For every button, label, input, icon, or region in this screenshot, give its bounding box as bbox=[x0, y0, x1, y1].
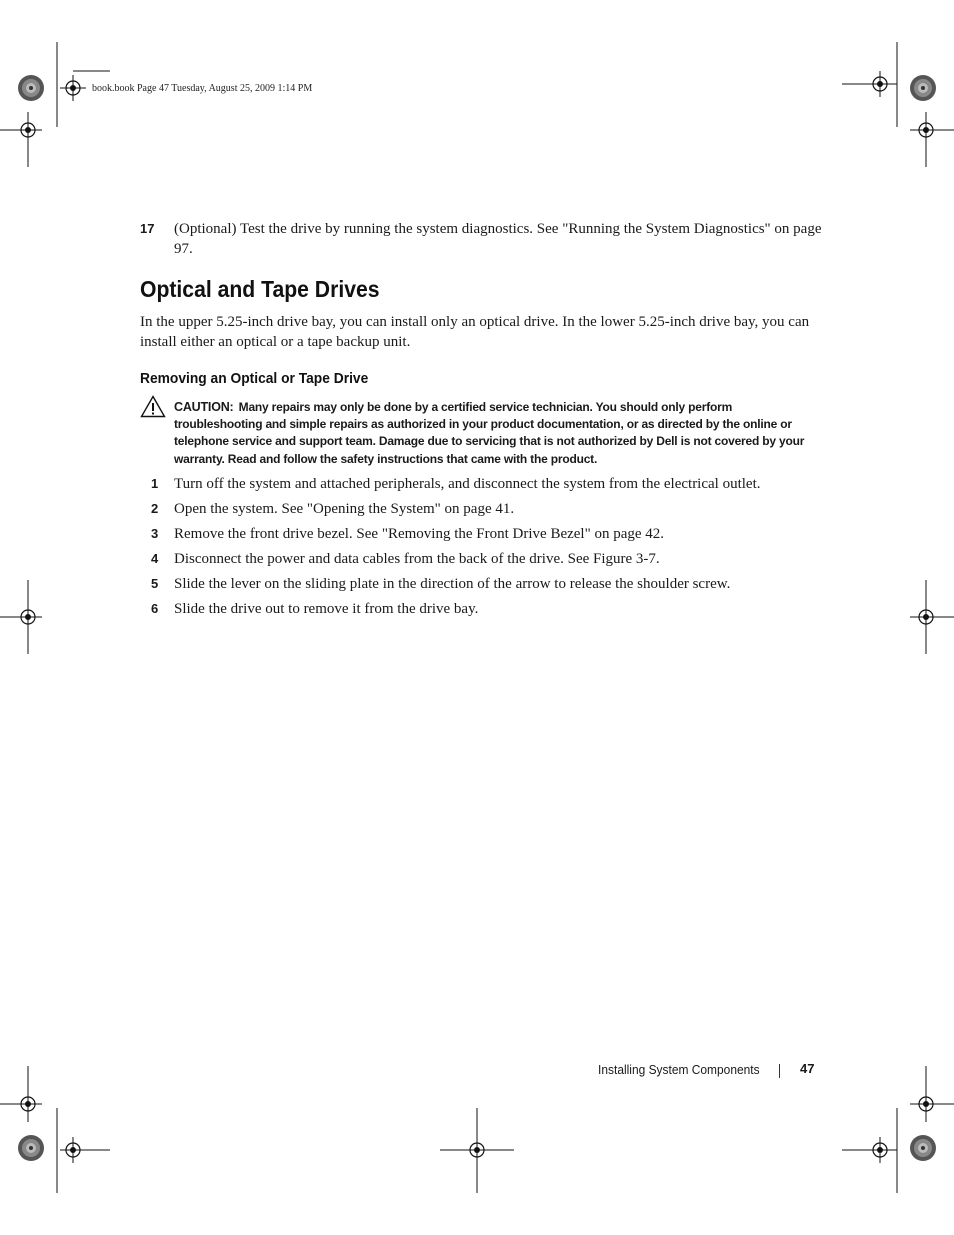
step-number: 2 bbox=[151, 501, 159, 516]
step-number: 3 bbox=[151, 526, 159, 541]
starburst-icon bbox=[910, 1135, 936, 1161]
step-text: Remove the front drive bezel. See "Removing the Front Drive Bezel" on page 42. bbox=[174, 526, 665, 542]
starburst-icon bbox=[18, 75, 44, 101]
step-number: 1 bbox=[151, 476, 159, 491]
step-text: Slide the lever on the sliding plate in the direction of the arrow to release the shoulder screw. bbox=[174, 576, 731, 592]
step-number: 17 bbox=[140, 221, 155, 236]
starburst-icon bbox=[910, 75, 936, 101]
section-title: Optical and Tape Drives bbox=[140, 276, 380, 302]
step-text: (Optional) Test the drive by running the system diagnostics. See "Running the System Diagnostics" on page 97. bbox=[174, 221, 822, 257]
caution-text: Many repairs may only be done by a certified service technician. You should only perform troubleshooting and simple repairs as authorized in your product documentation, or as directed by the online or telephone service and support team. Damage due to servicing that is not authorized by Dell is not covered by your warranty. Read and follow the safety instructions that came with the product. bbox=[174, 400, 805, 466]
step-text: Turn off the system and attached peripherals, and disconnect the system from the electrical outlet. bbox=[174, 476, 761, 492]
step-number: 5 bbox=[151, 576, 159, 591]
starburst-icon bbox=[18, 1135, 44, 1161]
step-text: Open the system. See "Opening the System" on page 41. bbox=[174, 501, 515, 517]
subsection-title: Removing an Optical or Tape Drive bbox=[140, 370, 369, 387]
intro-paragraph: In the upper 5.25-inch drive bay, you can install only an optical drive. In the lower 5.25-inch drive bay, you can install either an optical or a tape backup unit. bbox=[140, 314, 810, 350]
step-text: Slide the drive out to remove it from the drive bay. bbox=[174, 601, 479, 617]
step-text: Disconnect the power and data cables from the back of the drive. See Figure 3-7. bbox=[174, 551, 660, 567]
warning-triangle-icon bbox=[140, 395, 166, 418]
step-number: 4 bbox=[151, 551, 159, 566]
caution-notice bbox=[174, 399, 819, 468]
crosshair-icon bbox=[60, 75, 86, 101]
caution-label: CAUTION: bbox=[174, 400, 234, 414]
step-number: 6 bbox=[151, 601, 159, 616]
footer-divider bbox=[779, 1064, 780, 1078]
page-number: 47 bbox=[800, 1061, 815, 1076]
footer-section-title: Installing System Components bbox=[598, 1062, 760, 1077]
print-header: book.book Page 47 Tuesday, August 25, 2009 1:14 PM bbox=[92, 83, 313, 94]
